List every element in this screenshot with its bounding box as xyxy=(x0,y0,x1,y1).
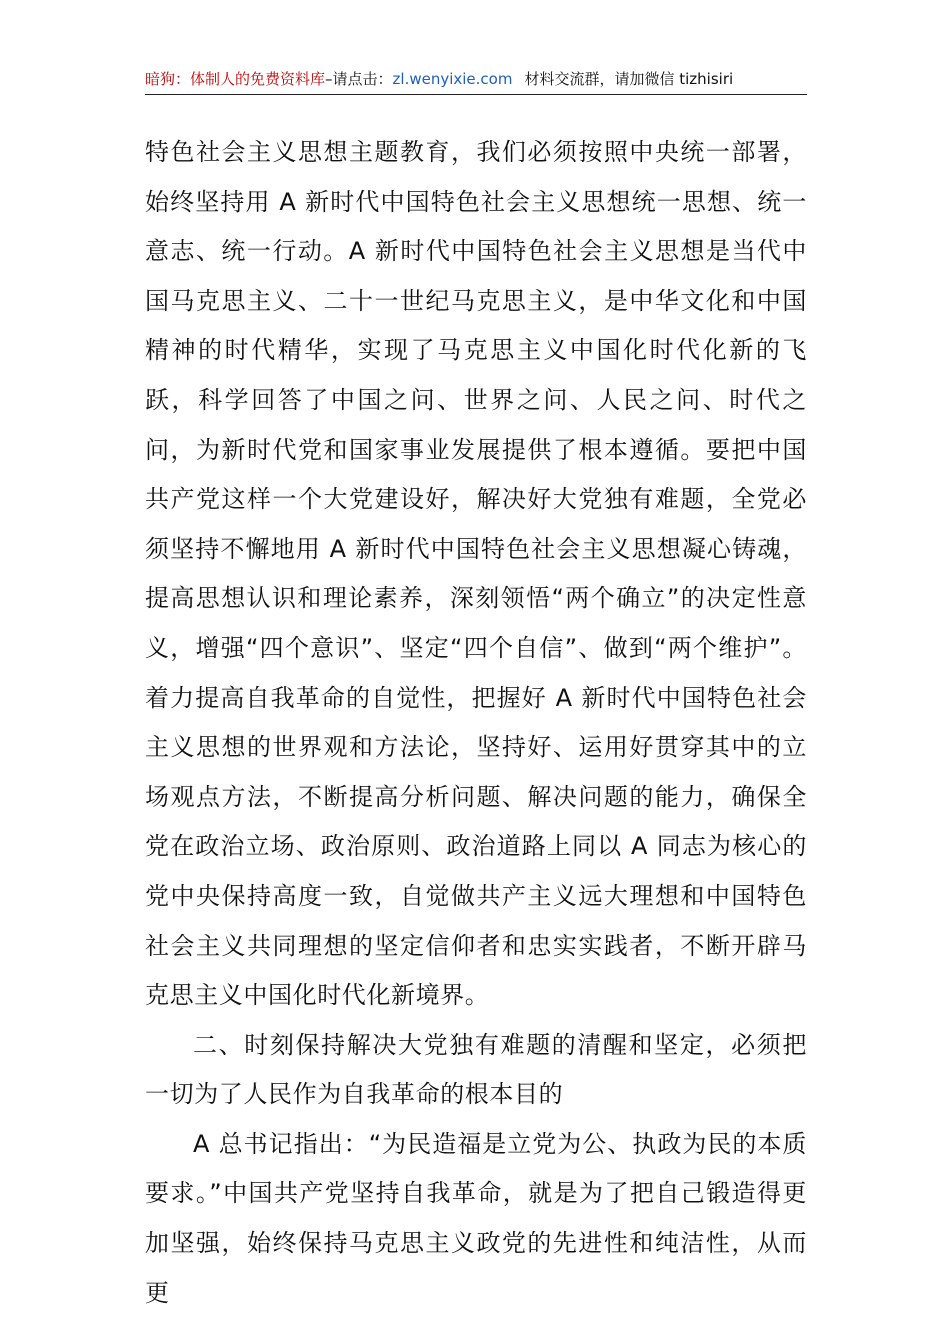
body-paragraph-1: 特色社会主义思想主题教育，我们必须按照中央统一部署，始终坚持用 A 新时代中国特色社会主义思想统一思想、统一意志、统一行动。A 新时代中国特色社会主义思想是当代中国马克思主义、二十一世纪马克思主义，是中华文化和中国精神的时代精华，实现了马克思主义中国化时代化新的飞跃，科学回答了中国之问、世界之问、人民之问、时代之问，为新时代党和国家事业发展提供了根本遵循。要把中国共产党这样一个大党建设好，解决好大党独有难题，全党必须坚持不懈地用 A 新时代中国特色社会主义思想凝心铸魂，提高思想认识和理论素养，深刻领悟“两个确立”的决定性意义，增强“四个意识”、坚定“四个自信”、做到“两个维护”。着力提高自我革命的自觉性，把握好 A 新时代中国特色社会主义思想的世界观和方法论，坚持好、运用好贯穿其中的立场观点方法，不断提高分析问题、解决问题的能力，确保全党在政治立场、政治原则、政治道路上同以 A 同志为核心的党中央保持高度一致，自觉做共产主义远大理想和中国特色社会主义共同理想的坚定信仰者和忠实实践者，不断开辟马克思主义中国化时代化新境界。 xyxy=(145,138,807,1010)
body-paragraph-3: A 总书记指出：“为民造福是立党为公、执政为民的本质要求。”中国共产党坚持自我革命，就是为了把自己锻造得更加坚强，始终保持马克思主义政党的先进性和纯洁性，从而更 xyxy=(145,1129,807,1307)
document-body xyxy=(145,128,807,1318)
header-brand: 暗狗：体制人的免费资料库 xyxy=(145,70,326,88)
header-cta: –请点击： xyxy=(325,70,393,88)
header-group-info: 材料交流群，请加微信 tizhisiri xyxy=(524,70,734,88)
page-header xyxy=(145,64,807,95)
section-heading-2: 二、时刻保持解决大党独有难题的清醒和坚定，必须把一切为了人民作为自我革命的根本目的 xyxy=(145,1030,807,1109)
header-url-link[interactable]: zl.wenyixie.com xyxy=(392,70,513,88)
